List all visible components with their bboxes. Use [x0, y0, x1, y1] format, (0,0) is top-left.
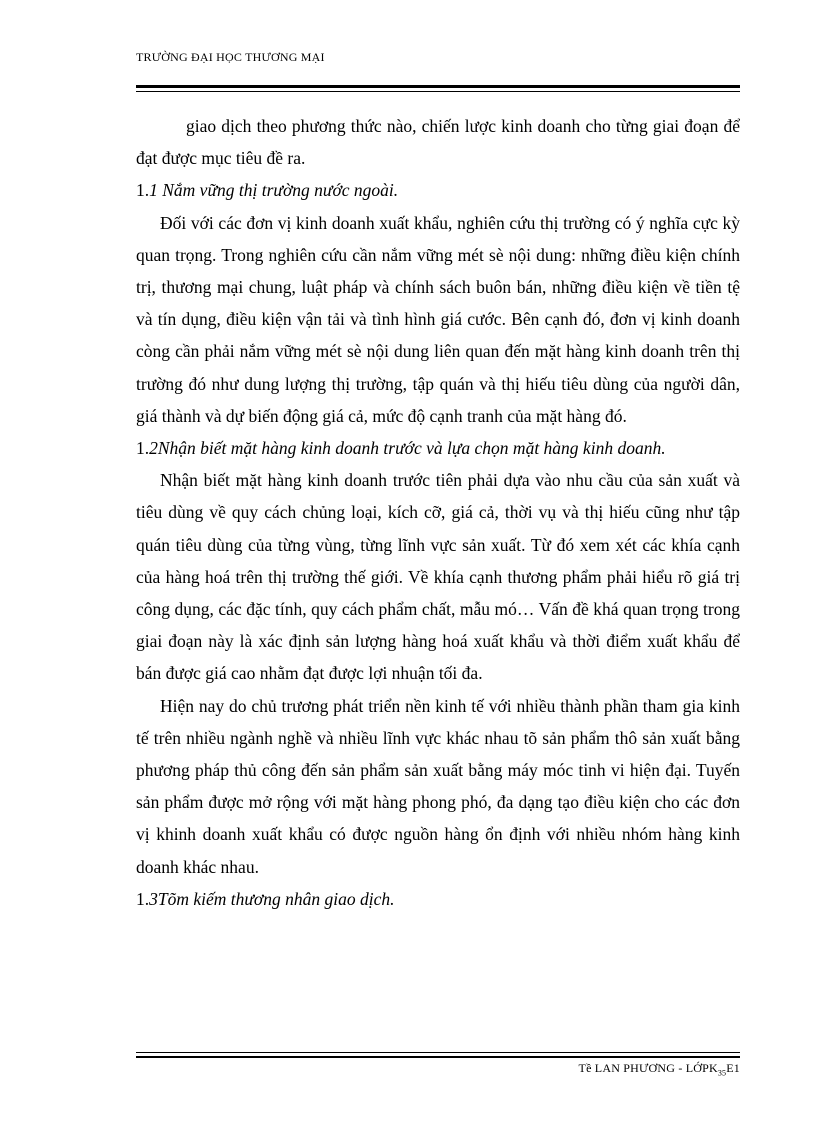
document-body	[136, 110, 740, 915]
section-2-heading	[136, 432, 740, 464]
section-3-number: 1.	[136, 888, 150, 909]
class-suffix: E1	[726, 1061, 740, 1075]
section-2-paragraph-2: Hiện nay do chủ trương phát triển nền kinh tế với nhiều thành phần tham gia kinh tế trên nhiều ngành nghề và nhiều lĩnh vực khác nhau tõ sản phẩm thô sản xuất bằng phương pháp thủ công đến sản phẩm sản xuất bằng máy móc tinh vi hiện đại. Tuyến sản phẩm được mở rộng với mặt hàng phong phó, đa dạng tạo điều kiện cho các đơn vị khinh doanh xuất khẩu có được nguồn hàng ổn định với nhiều nhóm hàng kinh doanh khác nhau.	[136, 695, 740, 877]
header-rule-thin	[136, 91, 740, 92]
author-footer	[579, 1061, 740, 1077]
section-3-title: 3Tõm kiếm thương nhân giao dịch.	[149, 888, 395, 909]
section-1-title: 1 Nắm vững thị trường nước ngoài.	[149, 180, 399, 201]
intro-paragraph: giao dịch theo phương thức nào, chiến lược kinh doanh cho từng giai đoạn để đạt được mục tiêu đề ra.	[136, 116, 740, 169]
school-name: TRƯỜNG ĐẠI HỌC THƯƠNG MẠI	[136, 50, 325, 64]
section-2-number: 1.	[136, 438, 150, 459]
section-2-paragraph-1: Nhận biết mặt hàng kinh doanh trước tiên phải dựa vào nhu cầu của sản xuất và tiêu dùng về quy cách chủng loại, kích cỡ, giá cả, thời vụ và thị hiếu cũng như tập quán tiêu dùng của từng vùng, từng lĩnh vực sản xuất. Từ đó xem xét các khía cạnh của hàng hoá trên thị trường thế giới. Về khía cạnh thương phẩm phải hiểu rõ giá trị công dụng, các đặc tính, quy cách phẩm chất, mẫu mó… Vấn đề khá quan trọng trong giai đoạn này là xác định sản lượng hàng hoá xuất khẩu và thời điểm xuất khẩu để bán được giá cao nhằm đạt được lợi nhuận tối đa.	[136, 470, 740, 684]
footer-rule-thin	[136, 1052, 740, 1053]
section-2-title: 2Nhận biết mặt hàng kinh doanh trước và lựa chọn mặt hàng kinh doanh.	[149, 438, 666, 459]
header-rule-thick	[136, 85, 740, 88]
section-3-heading	[136, 883, 740, 915]
section-1-paragraph-1: Đối với các đơn vị kinh doanh xuất khẩu, nghiên cứu thị trường có ý nghĩa cực kỳ quan trọng. Trong nghiên cứu cần nắm vững mét sè nội dung: những điều kiện chính trị, thương mại chung, luật pháp và chính sách buôn bán, những điều kiện về tiền tệ và tín dụng, điều kiện vận tải và tình hình giá cước. Bên cạnh đó, đơn vị kinh doanh còng cần phải nắm vững mét sè nội dung liên quan đến mặt hàng kinh doanh trên thị trường đó như dung lượng thị trường, tập quán và thị hiếu tiêu dùng của người dân, giá thành và dự biến động giá cả, mức độ cạnh tranh của mặt hàng đó.	[136, 212, 740, 426]
section-1-number: 1.	[136, 180, 150, 201]
footer-rule-thick	[136, 1056, 740, 1058]
class-subscript: 35	[717, 1068, 727, 1078]
author-name: Tề LAN PHƯƠNG - LỚPK	[578, 1061, 718, 1075]
section-1-heading	[136, 174, 740, 206]
